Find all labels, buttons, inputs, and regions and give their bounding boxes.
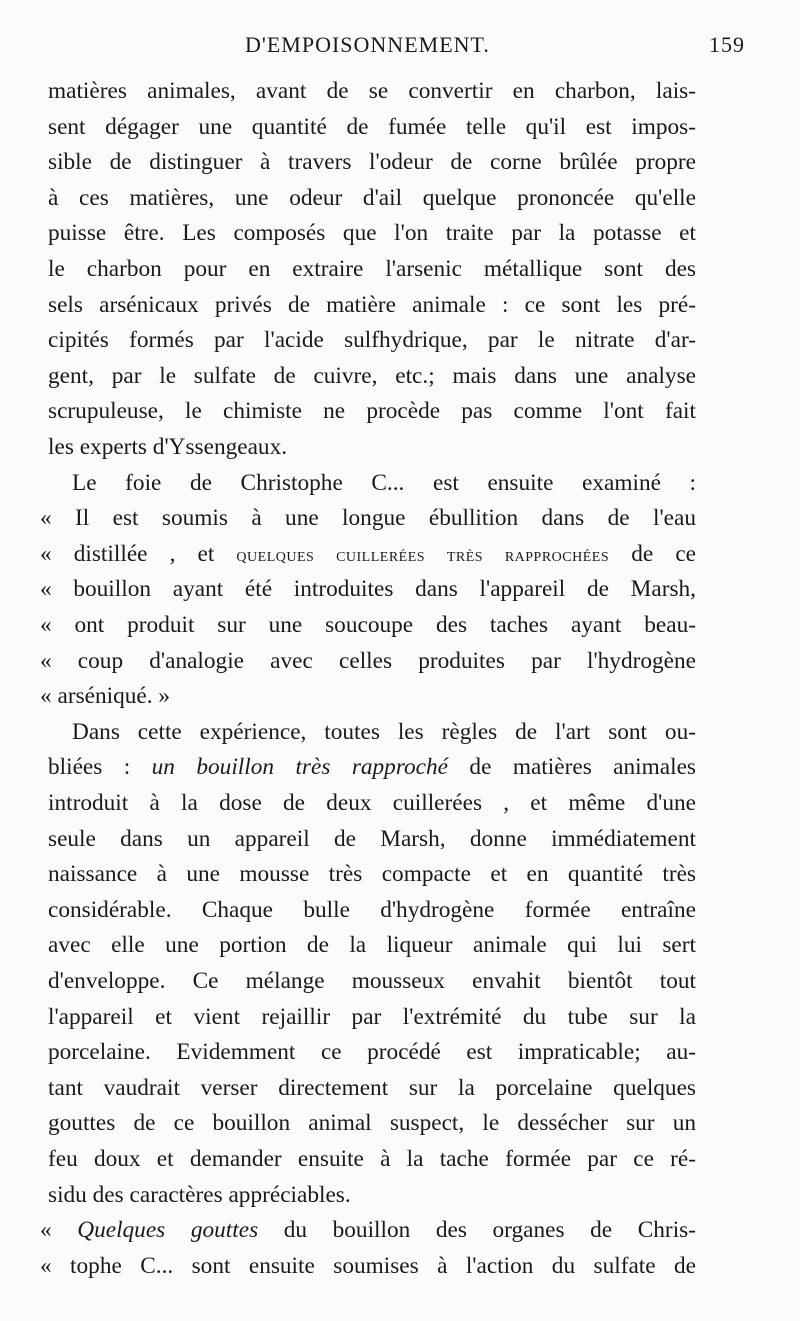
text-line (40, 1211, 696, 1249)
small-caps-segment: quelques cuillerées très rapprochées (236, 543, 610, 566)
text-line (40, 535, 696, 573)
italic-segment: Quelques gouttes (77, 1217, 259, 1244)
text-segment: de matières animales (448, 754, 696, 781)
text-line: « arséniqué. » (40, 683, 171, 710)
running-title: D'EMPOISONNEMENT. (245, 32, 490, 57)
text-line: matières animales, avant de se convertir en charbon, lais- (48, 78, 696, 104)
text-line: sels arsénicaux privés de matière animale : ce sont les pré- (48, 291, 696, 318)
text-line (48, 748, 696, 786)
text-line: considérable. Chaque bulle d'hydrogène formée entraîne (48, 896, 696, 923)
text-line: l'appareil et vient rejaillir par l'extrémité du tube sur la (48, 1003, 696, 1030)
text-line: gouttes de ce bouillon animal suspect, le dessécher sur un (48, 1110, 696, 1137)
text-segment: « distillée , et (40, 540, 237, 567)
text-line: puisse être. Les composés que l'on traite par la potasse et (48, 220, 696, 247)
text-line: naissance à une mousse très compacte et en quantité très (48, 861, 696, 888)
text-line: « bouillon ayant été introduites dans l'appareil de Marsh, (40, 576, 696, 603)
text-line: scrupuleuse, le chimiste ne procède pas comme l'ont fait (48, 398, 696, 425)
page-header (40, 32, 745, 62)
italic-segment: un bouillon très rapproché (151, 754, 449, 781)
text-line: introduit à la dose de deux cuillerées , et même d'une (48, 790, 696, 816)
text-line: sidu des caractères appréciables. (48, 1181, 351, 1208)
text-segment: « (40, 1217, 78, 1244)
text-line: « tophe C... sont ensuite soumises à l'action du sulfate de (40, 1252, 696, 1279)
text-line: sent dégager une quantité de fumée telle qu'il est impos- (48, 113, 696, 140)
text-line: « ont produit sur une soucoupe des taches ayant beau- (40, 612, 696, 638)
text-segment: bliées : (48, 754, 152, 781)
text-line: à ces matières, une odeur d'ail quelque prononcée qu'elle (48, 184, 696, 211)
text-line: les experts d'Yssengeaux. (48, 434, 288, 460)
page-number: 159 (709, 32, 745, 57)
text-line: d'enveloppe. Ce mélange mousseux envahit bientôt tout (48, 968, 696, 994)
text-line: sible de distinguer à travers l'odeur de corne brûlée propre (48, 149, 696, 176)
text-line: « coup d'analogie avec celles produites par l'hydrogène (40, 647, 696, 674)
text-line: « Il est soumis à une longue ébullition dans de l'eau (40, 505, 696, 532)
text-line: porcelaine. Evidemment ce procédé est impraticable; au- (48, 1039, 696, 1066)
text-line: avec elle une portion de la liqueur animale qui lui sert (48, 932, 696, 959)
text-line: feu doux et demander ensuite à la tache formée par ce ré- (48, 1146, 696, 1172)
text-line: Le foie de Christophe C... est ensuite examiné : (72, 469, 696, 496)
text-line: tant vaudrait verser directement sur la porcelaine quelques (48, 1074, 696, 1101)
text-line: seule dans un appareil de Marsh, donne immédiatement (48, 825, 696, 852)
text-segment: de ce (609, 540, 696, 567)
text-line: cipités formés par l'acide sulfhydrique, par le nitrate d'ar- (48, 327, 696, 354)
text-line: le charbon pour en extraire l'arsenic métallique sont des (48, 256, 696, 282)
text-line: Dans cette expérience, toutes les règles de l'art sont ou- (72, 718, 696, 745)
text-segment: du bouillon des organes de Chris- (258, 1217, 696, 1244)
text-line: gent, par le sulfate de cuivre, etc.; mais dans une analyse (48, 362, 696, 389)
